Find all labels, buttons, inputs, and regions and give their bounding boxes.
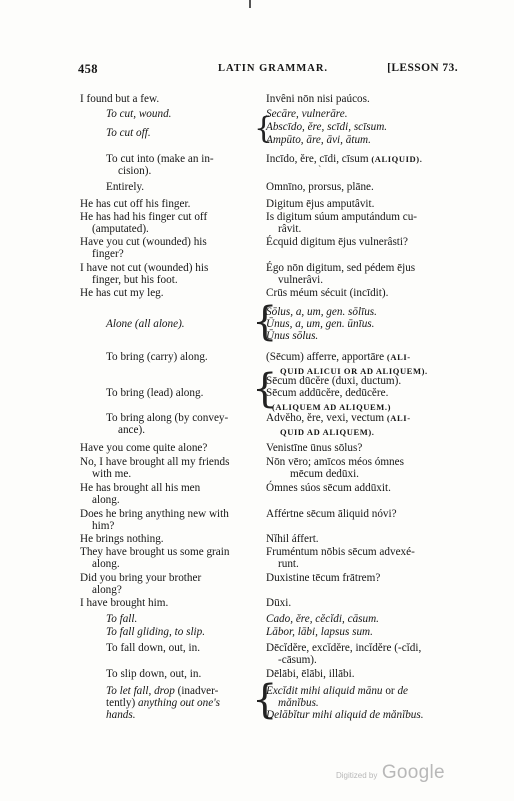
english-text-part: (inadver- [177, 685, 219, 697]
english-text: him? [92, 520, 115, 532]
latin-text: vulnerâvi. [278, 274, 324, 286]
latin-text: Affértne sēcum āliquid nóvi? [266, 508, 397, 520]
latin-text: runt. [278, 558, 299, 570]
latin-text: Égo nōn digitum, sed pédem ējus [266, 262, 416, 274]
latin-text-part: or [385, 685, 395, 697]
ink-mark: ` [318, 165, 322, 176]
latin-text: Ūnus, a, um, gen. ūnīus. [266, 318, 375, 330]
latin-text: Nōn vēro; amīcos méos ómnes [266, 456, 404, 468]
english-text: To cut, wound. [106, 108, 172, 120]
latin-text: râvit. [278, 223, 302, 235]
english-text [106, 697, 220, 709]
latin-text: mēcum dedūxi. [290, 468, 359, 480]
latin-text [266, 153, 422, 165]
digitized-watermark [336, 762, 445, 784]
latin-text-part: Excĭdit mihi aliquid mānu [266, 685, 383, 697]
grammar-note: (ALI- [386, 352, 411, 362]
latin-text: Duxistine tēcum frātrem? [266, 572, 381, 584]
latin-text: Digitum ējus amputâvit. [266, 198, 375, 210]
latin-text [266, 685, 408, 697]
english-text: He has brought all his men [80, 482, 201, 494]
latin-text: Secāre, vulnerāre. [266, 108, 348, 120]
english-text: Does he bring anything new with [80, 508, 229, 520]
latin-text: Nĭhil áffert. [266, 533, 319, 545]
digitized-by-text: Digitized by [336, 771, 378, 780]
brace: { [252, 677, 278, 723]
latin-text: Sōlus, a, um, gen. sōlīus. [266, 306, 377, 318]
latin-text: Delābĭtur mihi aliquid de mănĭbus. [266, 709, 424, 721]
english-text: They have brought us some grain [80, 546, 230, 558]
english-text: He brings nothing. [80, 533, 164, 545]
english-text: To bring (lead) along. [106, 387, 204, 399]
latin-text: Crūs méum sécuit (incīdit). [266, 287, 389, 299]
english-text: finger? [92, 248, 124, 260]
lesson-label: [LESSON 73. [387, 62, 458, 74]
english-text-part: tently) [106, 697, 136, 709]
english-text: No, I have brought all my friends [80, 456, 230, 468]
english-text: (amputated). [92, 223, 149, 235]
latin-text: Ampūto, āre, āvi, ātum. [266, 134, 371, 146]
english-text: He has cut off his finger. [80, 198, 191, 210]
grammar-note: QUID AD ALIQUEM). [280, 427, 375, 437]
latin-text: Dēcĭdĕre, excĭdĕre, incĭdĕre (-cĭdi, [266, 642, 422, 654]
latin-text: Ūnus sōlus. [266, 330, 319, 342]
english-text: Have you cut (wounded) his [80, 236, 207, 248]
english-text: I have not cut (wounded) his [80, 262, 209, 274]
english-text: To bring (carry) along. [106, 351, 208, 363]
latin-text: Ómnes súos sēcum addūxit. [266, 482, 391, 494]
english-text: To fall down, out, in. [106, 642, 200, 654]
latin-text: Dēlābi, ēlābi, illābi. [266, 668, 355, 680]
latin-text: Lābor, lābi, lapsus sum. [266, 626, 373, 638]
latin-text-part: Advĕho, ĕre, vexi, vectum [266, 412, 385, 424]
brace: { [252, 299, 278, 345]
english-text: Entirely. [106, 181, 145, 193]
latin-text: Invêni nōn nisi paúcos. [266, 93, 370, 105]
latin-text-part: de [397, 685, 409, 697]
english-text: ance). [118, 424, 146, 436]
latin-text [266, 351, 411, 363]
english-text: I found but a few. [80, 93, 160, 105]
english-text: To slip down, out, in. [106, 668, 202, 680]
english-text: hands. [106, 709, 136, 721]
english-text [106, 685, 218, 697]
english-text: Have you come quite alone? [80, 442, 208, 454]
english-text: Did you bring your brother [80, 572, 202, 584]
english-text: with me. [92, 468, 132, 480]
latin-text: Abscīdo, ĕre, scīdi, scīsum. [266, 121, 388, 133]
book-title: LATIN GRAMMAR. [218, 63, 329, 74]
latin-text: -cāsum). [278, 654, 317, 666]
english-text: He has cut my leg. [80, 287, 164, 299]
english-text-part: anything out one's [138, 697, 220, 709]
english-text: To fall. [106, 613, 138, 625]
english-text: cision). [118, 165, 152, 177]
english-text: along. [92, 558, 120, 570]
english-text: Alone (all alone). [106, 318, 185, 330]
latin-text: Fruméntum nōbis sēcum advexé- [266, 546, 415, 558]
grammar-note: QUID ALICUI OR AD ALIQUEM). [280, 366, 428, 376]
english-text: along? [92, 584, 122, 596]
latin-text: Cado, ĕre, cĕcĭdi, cāsum. [266, 613, 379, 625]
brace: { [252, 366, 278, 412]
english-text: along. [92, 494, 120, 506]
latin-text [266, 412, 411, 424]
latin-text: Sēcum dūcĕre (duxi, ductum). [266, 375, 402, 387]
latin-text-part: Incīdo, ĕre, cīdi, cīsum [266, 153, 369, 165]
english-text: To cut into (make an in- [106, 153, 214, 165]
english-text: To bring along (by convey- [106, 412, 229, 424]
latin-text: Sēcum addūcĕre, dedūcĕre. [266, 387, 389, 399]
page-mark [249, 0, 251, 8]
english-text: To fall gliding, to slip. [106, 626, 206, 638]
english-text: I have brought him. [80, 597, 169, 609]
latin-text: Is digitum súum amputándum cu- [266, 211, 418, 223]
google-logo: Google [381, 762, 445, 783]
latin-text: Écquid digitum ējus vulnerâsti? [266, 236, 408, 248]
english-text-part: To let fall, drop [106, 685, 175, 697]
english-text: He has had his finger cut off [80, 211, 208, 223]
latin-text-part: (Sēcum) afferre, apportāre [266, 351, 385, 363]
grammar-note: (ALIQUEM AD ALIQUEM.) [272, 402, 392, 412]
brace: { [254, 111, 274, 146]
english-text: To cut off. [106, 127, 151, 139]
latin-text: Venistīne ūnus sōlus? [266, 442, 363, 454]
latin-text: mănĭbus. [278, 697, 319, 709]
page-number: 458 [78, 62, 98, 76]
english-text: finger, but his foot. [92, 274, 178, 286]
grammar-note: (ALIQUID). [371, 154, 423, 164]
latin-text: Dūxi. [266, 597, 292, 609]
latin-text: Omnīno, prorsus, plāne. [266, 181, 374, 193]
grammar-note: (ALI- [386, 413, 411, 423]
